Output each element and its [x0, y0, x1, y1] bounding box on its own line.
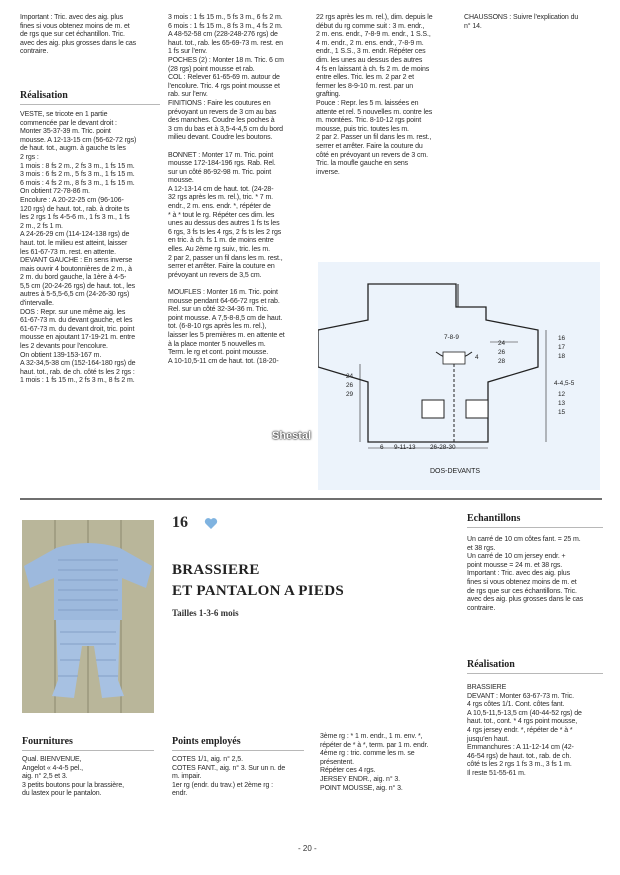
brassiere-instructions: BRASSIERE DEVANT : Monter 63-67-73 m. Tric. 4 rgs côtes 1/1. Cont. côtes fant. A 10,5-11,5-13,5 cm (40-44-52 rgs) de haut. tot., cont. * 4 rgs point mousse, 4 rgs jersey endr. *, répéter de * à * jusqu'en haut. Emmanchures : A 11-12-14 cm (42- 46-54 rgs) de haut. tot., rab. de ch. côté ts les 2 rgs 1 fs 3 m., 3 fs 1 m. Il reste 51-55-61 m.: [467, 684, 582, 777]
baby-outfit-illustration: [22, 520, 154, 713]
echantillons-rule: [467, 527, 603, 528]
right-top-label: 16 17 18: [558, 335, 566, 360]
page-number: - 20 -: [298, 844, 317, 853]
points-heading: Points employés: [172, 736, 241, 747]
points-text: COTES 1/1, aig. n° 2,5. COTES FANT., aig. n° 3. Sur un n. de m. impair. 1er rg (endr. du trav.) et 2ème rg : endr.: [172, 756, 286, 798]
right-bottom-label: 12 13 15: [558, 391, 566, 416]
sleeve-inner-label: 24 26 28: [498, 340, 506, 365]
left-height-label: 24 26 29: [346, 373, 354, 398]
heart-icon: [204, 517, 218, 530]
realisation-heading-top: Réalisation: [20, 90, 68, 101]
section-divider: [20, 498, 602, 500]
instructions-col3: 22 rgs après les m. rel.), dim. depuis le début du rg comme suit : 3 m. endr., 2 m. ens. endr., 7-8-9 m. endr., 1 S.S., 4 m. endr., 2 m. ens. endr., 7-8-9 m. endr., 1 S.S., 3 m. endr. Répéter ces dim. les unes au dessus des autres 4 fs en laissant à ch. fs 2 m. de moins entre elles. Tric. les m. 2 par 2 et fermer les 8-9-10 m. rest. par un grafting. Pouce : Repr. les 5 m. laissées en attente et rel. 5 nouvelles m. contre les m. montées. Tric. 8-10-12 rgs point mousse, puis tric. toutes les m. 2 par 2. Passer un fil dans les m. rest., serrer et arrêter. Faire la couture du côté en prévoyant un revers de 3 cm. Tric. la moufle gauche en sens inverse.: [316, 14, 433, 176]
points-text-col2: 3ème rg : * 1 m. endr., 1 m. env. *, répéter de * à *, term. par 1 m. endr. 4ème rg : tric. comme les m. se présentent. Répéter ces 4 rgs. JERSEY ENDR., aig. n° 3. POINT MOUSSE, aig. n° 3.: [320, 733, 429, 792]
fournitures-heading: Fournitures: [22, 736, 73, 747]
baby-outfit-photo: [22, 520, 154, 713]
veste-instructions: VESTE, se tricote en 1 partie commencée par le devant droit : Monter 35-37-39 m. Tric. point mousse. A 12-13-15 cm (56-62-72 rgs) de haut. tot., augm. à gauche ts les 2 rgs : 1 mois : 8 fs 2 m., 2 fs 3 m., 1 fs 15 m. 3 mois : 6 fs 2 m., 5 fs 3 m., 1 fs 15 m. 6 mois : 4 fs 2 m., 8 fs 3 m., 1 fs 15 m. On obtient 72-78-86 m. Encolure : A 20-22-25 cm (96-106- 120 rgs) de haut. tot., rab. à droite ts les 2 rgs 1 fs 4-5-6 m., 1 fs 3 m., 1 fs 2 m., 2 fs 1 m. A 24-26-29 cm (114-124-138 rgs) de haut. tot. le milieu est atteint, laisser les 61-67-73 m. rest. en attente. DEVANT GAUCHE : En sens inverse mais ouvrir 4 boutonnières de 2 m., à 2 m. du bord gauche, la 1ère à 4-5- 5,5 cm (20-24-26 rgs) de haut. tot., les autres à 5-5,5-6,5 cm (24-26-30 rgs) d'intervalle. DOS : Repr. sur une même aig. les 61-67-73 m. du devant gauche, et les 61-67-73 m. du devant droit, tric. point mousse en ajoutant 17-19-21 m. entre les 2 devants pour l'encolure. On obtient 139-153-167 m. A 32-34,5-38 cm (152-164-180 rgs) de haut. tot., rab. de ch. côté ts les 2 rgs : 1 mois : 1 fs 15 m., 2 fs 3 m., 8 fs 2 m.: [20, 111, 137, 385]
right-mid-label: 4-4,5-5: [554, 380, 575, 387]
pattern-title-line2: ET PANTALON A PIEDS: [172, 583, 344, 599]
chaussons-note: CHAUSSONS : Suivre l'explication du n° 14.: [464, 14, 579, 30]
echantillons-heading: Echantillons: [467, 513, 521, 524]
pattern-title-line1: BRASSIERE: [172, 562, 260, 578]
realisation-rule-bottom: [467, 673, 603, 674]
points-rule: [172, 750, 304, 751]
echantillons-text: Un carré de 10 cm côtes fant. = 25 m. et 38 rgs. Un carré de 10 cm jersey endr. + point mousse = 24 m. et 38 rgs. Important : Tric. avec des aig. plus fines si vous obtenez moins de m. et de rgs que sur ces échantillons. Tric. avec des aig. plus grosses dans le cas contraire.: [467, 536, 584, 612]
watermark-text: Shestal: [272, 430, 312, 442]
bottom-label-1: 6: [380, 444, 384, 451]
bottom-label-3: 26-28-30: [430, 444, 456, 451]
garment-outline: [318, 262, 600, 490]
instructions-col2: 3 mois : 1 fs 15 m., 5 fs 3 m., 6 fs 2 m. 6 mois : 1 fs 15 m., 8 fs 3 m., 4 fs 2 m. A 48-52-58 cm (228-248-276 rgs) de haut. tot., rab. les 65-69-73 m. rest. en 1 fs sur l'env. POCHES (2) : Monter 18 m. Tric. 6 cm (28 rgs) point mousse et rab. COL : Relever 61-65-69 m. autour de l'encolure. Tric. 4 rgs point mousse et rab. sur l'env. FINITIONS : Faire les coutures en prévoyant un revers de 3 cm au bas des manches. Coudre les poches à 3 cm du bas et à 3,5-4-4,5 cm du bord milieu devant. Coudre les boutons. BONNET : Monter 17 m. Tric. point mousse 172-184-196 rgs. Rab. Rel. sur un côté 86-92-98 m. Tric. point mousse. A 12-13-14 cm de haut. tot. (24-28- 32 rgs après les m. rel.), tric. * 7 m. endr., 2 m. ens. endr. *, répéter de * à * tout le rg. Répéter ces dim. les unes au dessus des autres 1 fs ts les 6 rgs, 3 fs ts les 4 rgs, 2 fs ts les 2 rgs en tric. à ch. fs 1 m. de moins entre elles. Au 2ème rg suiv., tric. les m. 2 par 2, passer un fil dans les m. rest., serrer et arrêter. Faire la couture en prévoyant un revers de 3,5 cm. MOUFLES : Monter 16 m. Tric. point mousse pendant 64-66-72 rgs et rab. Rel. sur un côté 32-34-36 m. Tric. point mousse. A 7,5-8-8,5 cm de haut. tot. (6-8-10 rgs après les m. rel.), laisser les 5 premières m. en attente et à la place monter 5 nouvelles m. Term. le rg et cont. point mousse. A 10-10,5-11 cm de haut. tot. (18-20-: [168, 14, 285, 365]
sizes-label: Tailles 1-3-6 mois: [172, 608, 239, 618]
neck-width-label: 7-8-9: [444, 334, 459, 341]
schema-diagram: [318, 262, 600, 490]
realisation-rule-top: [20, 104, 160, 105]
neck-depth-label: 4: [475, 354, 479, 361]
important-note-top: Important : Tric. avec des aig. plus fines si vous obtenez moins de m. et de rgs que sur cet échantillon. Tric. avec des aig. plus grosses dans le cas contraire.: [20, 14, 137, 56]
schema-caption: DOS-DEVANTS: [430, 468, 481, 475]
fournitures-rule: [22, 750, 154, 751]
model-number: 16: [172, 514, 188, 531]
bottom-label-2: 9-11-13: [394, 444, 416, 451]
realisation-heading-bottom: Réalisation: [467, 659, 515, 670]
fournitures-text: Qual. BIENVENUE, Angelot « 4-4-5 pel., aig. n° 2,5 et 3. 3 petits boutons pour la brassière, du lastex pour le pantalon.: [22, 756, 124, 798]
